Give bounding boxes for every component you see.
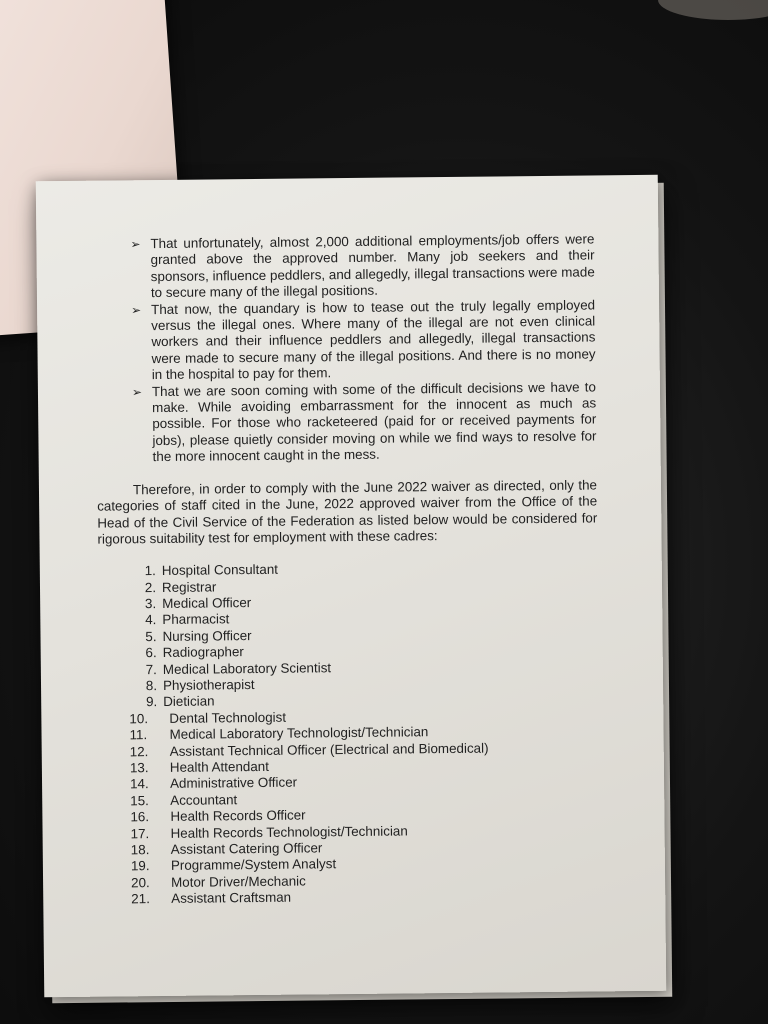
list-number: 18. (130, 842, 150, 858)
cadre-name: Health Attendant (169, 758, 269, 775)
list-number: 7. (145, 661, 157, 677)
list-number: 5. (145, 628, 157, 645)
cadre-name: Dietician (163, 693, 215, 710)
list-number: 17. (130, 825, 150, 841)
list-number: 6. (145, 645, 157, 661)
list-number: 2. (144, 579, 157, 595)
cadre-name: Nursing Officer (162, 627, 252, 644)
cadre-name: Health Records Officer (170, 807, 306, 825)
cadre-name: Medical Officer (162, 595, 252, 612)
document-page (36, 175, 667, 997)
cadre-name: Programme/System Analyst (170, 856, 337, 874)
list-number: 20. (131, 874, 150, 891)
list-number: 4. (145, 612, 157, 628)
cadre-list (129, 559, 602, 908)
cadre-name: Medical Laboratory Technologist/Technician (169, 724, 429, 743)
list-number: 8. (145, 678, 158, 694)
waiver-paragraph: Therefore, in order to comply with the June 2022 waiver as directed, only the categories of staff cited in the June, 2022 approved waiver from the Office of the Head of the Civil Service of the Federation as listed below would be considered for rigorous suitability test for employment with these cadres: (97, 477, 598, 547)
list-number: 11. (129, 727, 148, 743)
cadre-name: Radiographer (162, 644, 244, 661)
cadre-name: Health Records Technologist/Technician (170, 822, 408, 841)
list-number: 14. (129, 776, 149, 792)
cadre-name: Pharmacist (162, 611, 230, 628)
list-item (131, 887, 601, 908)
background-cloth (658, 0, 768, 20)
cadre-name: Physiotherapist (162, 677, 255, 694)
cadre-name: Hospital Consultant (161, 562, 279, 579)
list-number: 3. (144, 596, 157, 612)
cadre-name: Administrative Officer (169, 774, 298, 792)
list-number: 13. (129, 760, 149, 776)
bullet-text: That unfortunately, almost 2,000 additional employments/job offers were granted above the approved number. Many job seekers and their sponsors, influence peddlers, and allegedly, illegal transactions were made to secure many of the illegal positions. (150, 231, 595, 301)
arrow-bullet-icon: ➢ (130, 237, 141, 252)
list-number: 10. (129, 710, 149, 727)
list-number: 9. (145, 694, 158, 710)
bullet-point-3 (132, 379, 597, 466)
cadre-name: Registrar (161, 579, 217, 595)
cadre-name: Assistant Craftsman (171, 889, 292, 907)
bullet-text: That now, the quandary is how to tease out the truly legally employed versus the illegal ones. Where many of the illegal are not even clinical workers and their influence peddlers and allegedly, illegal transactions were made to secure many of the illegal positions. And there is no money in the hospital to pay for them. (151, 297, 596, 383)
bullet-point-1 (130, 231, 595, 301)
list-number: 16. (130, 809, 150, 825)
bullet-text: That we are soon coming with some of the difficult decisions we have to make. While avoiding embarrassment for the innocent as much as possible. For those who racketeered (paid for or received payments for jobs), please quietly consider moving on while we find ways to resolve for the more innocent caught in the mess. (151, 379, 597, 465)
cadre-name: Medical Laboratory Scientist (162, 659, 332, 677)
bullet-point-2 (131, 297, 596, 384)
cadre-name: Accountant (170, 791, 238, 808)
list-number: 21. (131, 891, 150, 907)
cadre-name: Assistant Catering Officer (170, 840, 323, 857)
cadre-name: Dental Technologist (169, 709, 287, 726)
list-number: 15. (130, 792, 149, 809)
cadre-name: Motor Driver/Mechanic (171, 873, 306, 890)
arrow-bullet-icon: ➢ (131, 384, 143, 399)
list-number: 1. (144, 563, 156, 579)
list-number: 12. (129, 743, 149, 759)
cadre-name: Assistant Technical Officer (Electrical and Biomedical) (169, 740, 489, 759)
arrow-bullet-icon: ➢ (131, 302, 142, 317)
list-number: 19. (130, 858, 150, 874)
